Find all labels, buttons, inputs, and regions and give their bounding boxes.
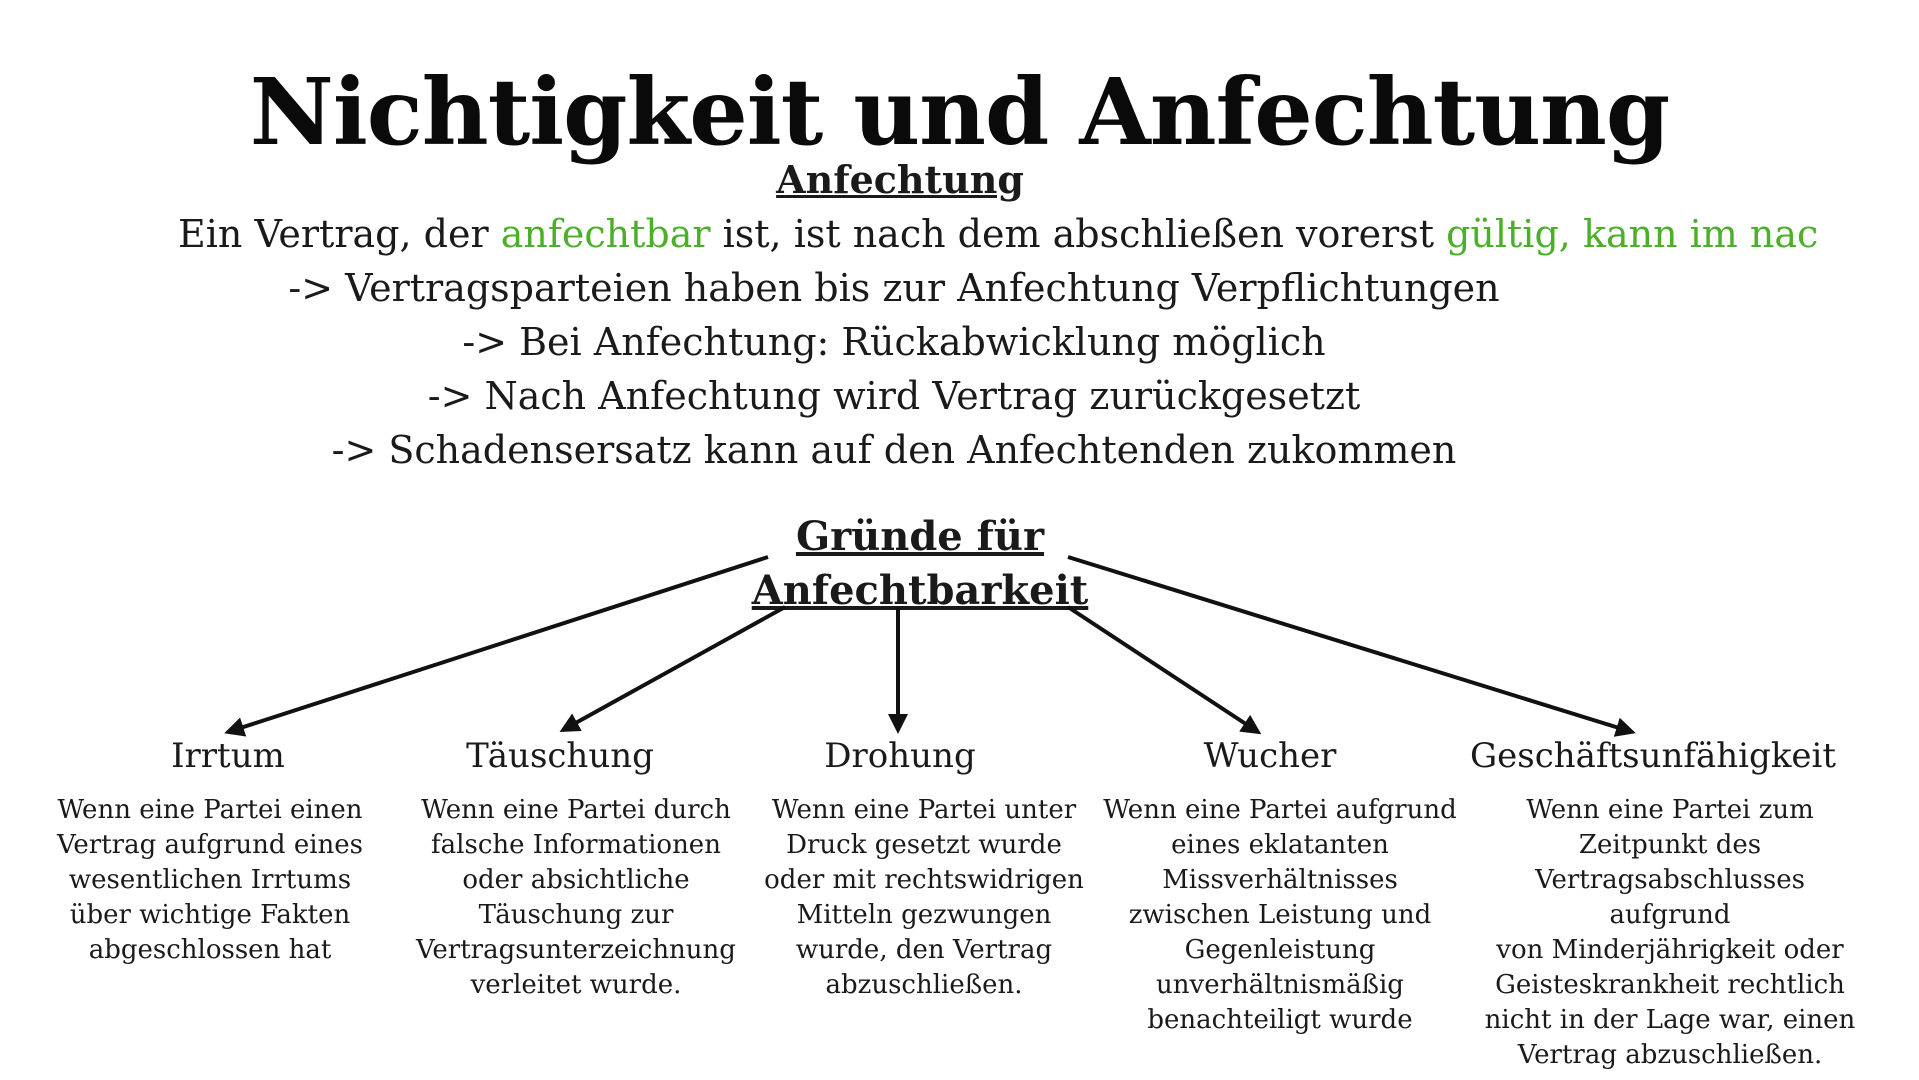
section-title-anfechtung: Anfechtung	[776, 157, 1024, 202]
desc-line: Zeitpunkt des	[1578, 830, 1762, 860]
desc-line: Vertrag abzuschließen.	[1517, 1040, 1823, 1070]
intro-highlight-anfechtbar: anfechtbar	[500, 212, 711, 256]
reason-heading-geschaeftsunfaehigkeit: Geschäftsunfähigkeit	[1470, 736, 1837, 776]
desc-line: wurde, den Vertrag	[795, 935, 1053, 965]
bullet-schadensersatz: -> Schadensersatz kann auf den Anfechtenden zukommen	[331, 428, 1457, 472]
intro-text-1: Ein Vertrag, der	[178, 212, 501, 256]
desc-line: falsche Informationen	[431, 830, 721, 860]
reason-desc-irrtum	[40, 793, 380, 968]
desc-line: abzuschließen.	[825, 970, 1023, 1000]
desc-line: benachteiligt wurde	[1147, 1005, 1413, 1035]
arrow-to-irrtum	[228, 557, 768, 732]
desc-line: Gegenleistung	[1184, 935, 1376, 965]
desc-line: Wenn eine Partei unter	[771, 795, 1077, 825]
desc-line: nicht in der Lage war, einen	[1484, 1005, 1856, 1035]
desc-line: Missverhältnisses	[1162, 865, 1398, 895]
desc-line: Vertragsabschlusses aufgrund	[1535, 865, 1805, 930]
desc-line: Wenn eine Partei einen	[57, 795, 363, 825]
reasons-title-line-1: Gründe für	[795, 513, 1045, 560]
reason-desc-drohung	[754, 793, 1094, 1003]
intro-text-2: ist, ist nach dem abschließen vorerst	[710, 212, 1447, 256]
bullet-rueckabwicklung: -> Bei Anfechtung: Rückabwicklung möglich	[462, 320, 1326, 364]
desc-line: wesentlichen Irrtums	[68, 865, 352, 895]
desc-line: eines eklatanten	[1171, 830, 1389, 860]
desc-line: abgeschlossen hat	[88, 935, 332, 965]
desc-line: Täuschung zur	[478, 900, 674, 930]
reasons-title-line-2: Anfechtbarkeit	[751, 567, 1089, 614]
desc-line: Mitteln gezwungen	[796, 900, 1052, 930]
desc-line: Wenn eine Partei durch	[421, 795, 731, 825]
desc-line: Vertragsunterzeichnung	[416, 935, 736, 965]
desc-line: Vertrag aufgrund eines	[56, 830, 363, 860]
desc-line: zwischen Leistung und	[1128, 900, 1432, 930]
desc-line: Druck gesetzt wurde	[786, 830, 1062, 860]
desc-line: Wenn eine Partei aufgrund	[1103, 795, 1457, 825]
desc-line: Geisteskrankheit rechtlich	[1495, 970, 1845, 1000]
desc-line: über wichtige Fakten	[69, 900, 351, 930]
reason-heading-wucher: Wucher	[1203, 736, 1337, 776]
arrow-to-geschaeftsunfaehigkeit	[1068, 557, 1632, 732]
desc-line: von Minderjährigkeit oder	[1496, 935, 1844, 965]
intro-highlight-gueltig: gültig, kann im nac	[1446, 212, 1819, 256]
desc-line: Wenn eine Partei zum	[1526, 795, 1814, 825]
page-title: Nichtigkeit und Anfechtung	[249, 58, 1670, 166]
arrow-to-wucher	[1068, 607, 1258, 732]
reason-desc-wucher	[1100, 793, 1460, 1038]
reason-desc-taeuschung	[406, 793, 746, 1003]
reason-heading-irrtum: Irrtum	[171, 736, 285, 776]
desc-line: oder absichtliche	[462, 865, 690, 895]
reason-desc-geschaeftsunfaehigkeit	[1480, 793, 1860, 1073]
desc-line: verleitet wurde.	[470, 970, 682, 1000]
bullet-zurueckgesetzt: -> Nach Anfechtung wird Vertrag zurückgesetzt	[427, 374, 1361, 418]
reason-heading-drohung: Drohung	[824, 736, 976, 776]
desc-line: unverhältnismäßig	[1156, 970, 1404, 1000]
bullet-verpflichtungen: -> Vertragsparteien haben bis zur Anfechtung Verpflichtungen	[288, 266, 1500, 310]
reason-heading-taeuschung: Täuschung	[466, 736, 654, 776]
arrow-to-taeuschung	[563, 607, 785, 730]
desc-line: oder mit rechtswidrigen	[764, 865, 1084, 895]
